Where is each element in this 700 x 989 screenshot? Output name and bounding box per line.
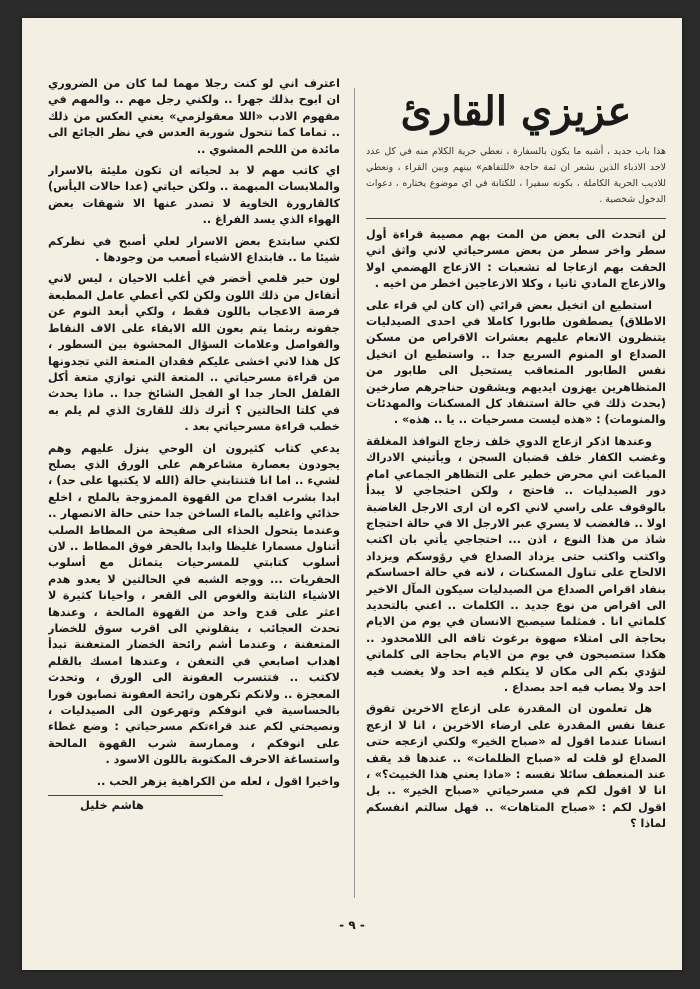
left-paragraph-2: اي كاتب مهم لا بد لحياته ان تكون مليئة بالاسرار والملابسات المبهمة .. ولكن حياتي (عدا حالات اليأس) كالقارورة الخاوية لا تصدر عنها الا شهقات بعض الهواء الذي يسد الفراغ .. [48, 164, 340, 227]
page-number: - ٩ - [339, 918, 365, 932]
signature-rule [48, 795, 223, 796]
article-title: عزيزي القارئ [400, 88, 632, 135]
left-column [48, 76, 340, 886]
right-paragraph-3: وعندها اذكر ازعاج الدوي خلف زجاج النوافذ المغلقة وغضب الكفار خلف قضبان السجن ، ويأتيني الادراك المباغت اني محرض خطير على التظاهر الجماعي امام دور الصيدليات .. فاحتج ، ولكن احتجاجي لا يبدأ بالوقوف على راسي لاني اكره ان ارى الارجل الغاضبة اولا .. فالغضب لا يسري عبر الارجل الا في حالة احتجاج شاذ من هذا النوع ، اذن ... احتجاجي يأتي بان اكتب واكتب واكتب حتى يزداد الصداع في رؤوسكم ويزداد الالحاح على تناول المسكنات ، لانه في حالة احساسكم بنفاد اقراص الصداع من الصيدليات سيكون المآل الاخير الى اقراص من نوع جديد .. الكلمات .. اعني بالتحديد كلماتي انا . فمثلما سيصبح الانسان في يوم من الايام بحاجة الى امتلاء صهوة برغوث تافه الى اللامحدود .. هكذا ستصبحون في يوم من الايام بحاجة الى كلماتي لتؤدي بكم الى مكان لا يتكلم فيه احد ولا يغضب فيه احد ولا يصاب فيه احد بصداع . [366, 434, 666, 694]
author-signature: هاشم خليل [80, 798, 144, 813]
intro-divider [366, 218, 666, 219]
left-paragraph-5: يدعي كتاب كثيرون ان الوحي ينزل عليهم وهم يجودون بعصارة مشاعرهم على الورق الذي يصلح لشيء .. اما انا فتنتابني حالة (الله لا يكتبها على حد) ، ابدا بشرب اقداح من القهوة الممزوجة بالملح ، اخلع حذائي واغليه بالماء الساخن جدا حتى حالة الانصهار .. وعندما يتحول الحذاء الى صفيحة من المطاط الصلب أتناول مسمارا غليظا وابدا بالحفر فوق المطاط .. لان أسلوب كتابتي للمسرحيات يتماثل مع أسلوب الحفريات ... ووجه الشبه في الحالتين لا يعدو هدم الاشياء الثابتة والغوص الى القعر ، واحيانا كثيرة لا اعثر على قدح واحد من القهوة المالحة ، وعندها تحدث العجائب ، ينقلوني الى اقرب سوق للخضار المتعفنة ، وعندما أشم رائحة الخضار المتعفنة تبدأ اهداب اصابعي في التعفن ، وعندها امسك بالقلم لاكتب .. فتتسرب العفونة الى الورق ، وتحدث المعجزة .. ولانكم تكرهون رائحة العفونة تصابون فورا بالحساسية في انوفكم وتهرعون الى الصيدليات ، ونصيحتي لكم عند قراءتكم مسرحياتي : وضع غطاء على انوفكم ، وممارسة شرب القهوة المالحة واستساغة الاحرف المكتوبة باللون الاسود . [48, 441, 340, 767]
right-paragraph-2: استطيع ان اتخيل بعض قرائي (ان كان لي قراء على الاطلاق) يصطفون طابورا كاملا في احدى الصيدليات يتنظرون الانعام عليهم بعشرات الاقراص من مسكن الصداع او المنوم السريع جدا .. واستطيع ان اتخيل نفس الطابور المتعاقب يستحيل الى طابور من المتظاهرين يهزون ايديهم ويشقون حناجرهم صارخين (بحدث ذلك في حالة استنفاد كل المسكنات والمهدئات والمنومات) : «هذه ليست مسرحيات .. يا .. هذه» . [366, 298, 666, 427]
left-paragraph-6: واخيرا اقول ، لعله من الكراهية يزهر الحب .. [96, 774, 340, 788]
magazine-page [22, 18, 682, 970]
left-paragraph-3: لكني سابتدع بعض الاسرار لعلي أصبح في نظركم شيئا ما .. فابتداع الاشياء أصعب من وجودها . [48, 234, 340, 265]
right-paragraph-1: لن اتحدث الى بعض من المت بهم مصيبة قراءة أول سطر واخر سطر من بعض مسرحياتي لاني واثق اني الحقت بهم ازعاجا له تشعبات : الازعاج الهضمي اولا والازعاج المادي ثانيا ، وكلا الازعاجين اخطر من اخيه . [366, 228, 666, 291]
intro-note: هذا باب جديد ، أشبه ما يكون بالسفارة ، نعطي حرية الكلام منه في كل عدد لاحد الادباء الذين نشعر ان ثمة حاجة «للتفاهم» بينهم وبين القراء ، ونعطي للاديب الحرية الكاملة ، بكونه سفيرا ، للكتابة في اي موضوع يختاره ، دعوات الدخول شخصية . [366, 146, 666, 205]
left-paragraph-1: اعترف اني لو كنت رجلا مهما لما كان من الضروري ان ابوح بذلك جهرا .. ولكني رجل مهم .. والمهم في مفهوم الادب «اللا معقولزمي» يعني العكس من ذلك .. تماما كما تتحول شوربة العدس في نظر الجائع الى مائدة من اللحم المشوي .. [48, 77, 340, 156]
column-divider [354, 88, 355, 898]
right-column [366, 88, 666, 918]
right-paragraph-4: هل تعلمون ان المقدرة على ازعاج الاخرين تفوق عنفا نفس المقدرة على ارضاء الاخرين ، انا لا ازعج انسانا عندما اقول له «صباح الخير» ولكني ازعجه حتى الصداع لو قلت له «صباح الظلمات» .. عندها قد يقف عند المنعطف سائلا نفسه : «ماذا يعني هذا الخبيث؟» ، انا لا اقول لكم في مسرحياتي «صباح الخير» .. بل اقول لكم : «صباح المتاهات» .. فهل سالتم انفسكم لماذا ؟ [366, 702, 666, 831]
left-paragraph-4: لون حبر قلمي أخضر في أغلب الاحيان ، ليس لاني أتفاءل من ذلك اللون ولكن لكي أعطي عامل المطبعة فرصة الاعجاب باللون فقط ، ولكي أبعد النوم عن جفونه ربثما يتم بعون الله الابقاء على الاف النقاط والفواصل وعلامات السؤال المحشوة بين السطور ، كل هذا لاني اخشى عليكم فقدان المتعة التي تجدونها من قراءة مسرحياتي .. المتعة التي توازي متعة أكل الفلفل الحار جدا او الفجل الشائخ جدا .. ماذا يحدث في كلتا الحالتين ؟ أترك ذلك للقارئ الذي لم يلم به خطب قراءة مسرحياتي بعد . [48, 272, 340, 434]
